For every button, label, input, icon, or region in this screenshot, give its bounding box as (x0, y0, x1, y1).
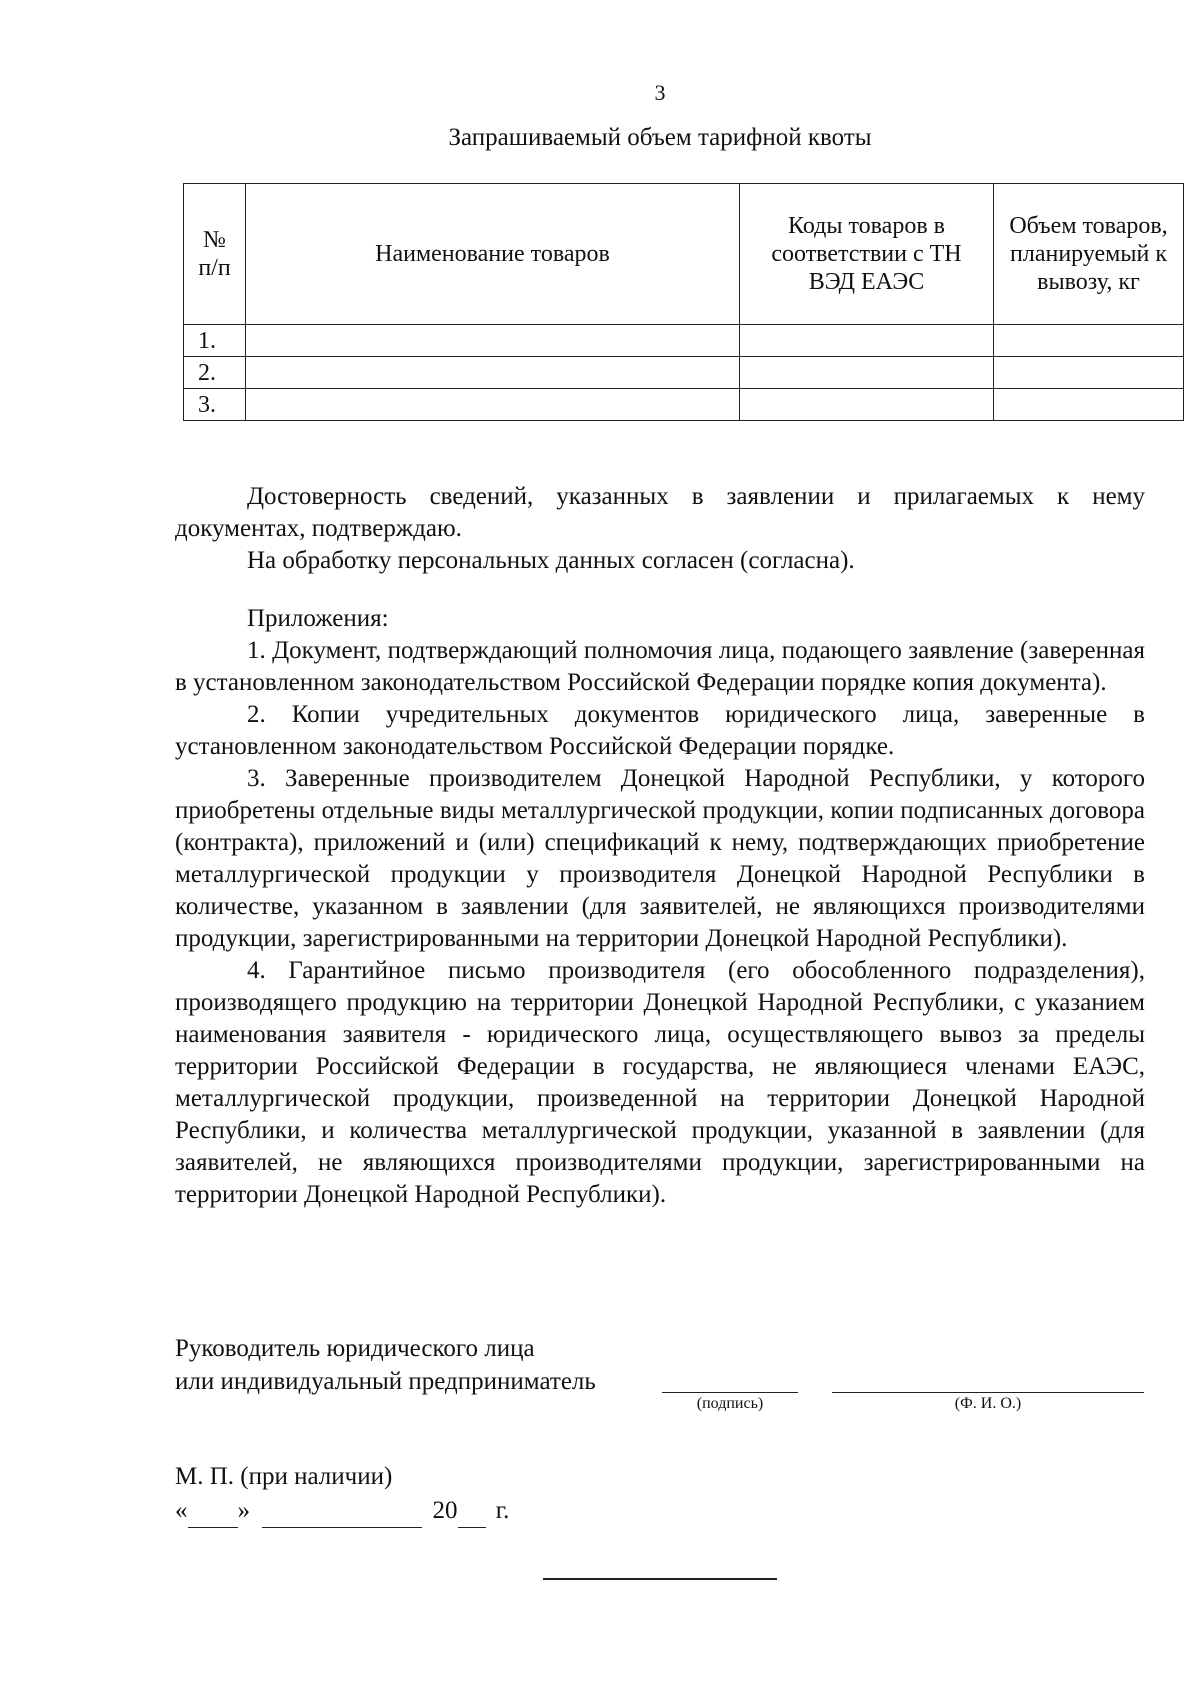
date-close-quote: » (237, 1497, 250, 1524)
declaration-consent: На обработку персональных данных согласен (согласна). (247, 547, 855, 574)
table-row (184, 325, 1184, 357)
row-number: 2. (184, 357, 246, 389)
date-line (175, 1494, 509, 1528)
signatory-title-line2: или индивидуальный предприниматель (175, 1368, 596, 1395)
attachment-item: 2. Копии учредительных документов юридического лица, заверенные в установленном законодательством Российской Федерации порядке. (175, 701, 1145, 760)
declaration-block (175, 481, 1145, 1211)
table-title: Запрашиваемый объем тарифной квоты (448, 124, 872, 151)
date-suffix: г. (495, 1497, 510, 1524)
header-goods-name: Наименование товаров (246, 184, 740, 325)
date-month-field[interactable] (262, 1494, 422, 1528)
date-open-quote: « (175, 1497, 188, 1524)
table-header-row (184, 184, 1184, 325)
date-year-prefix: 20 (432, 1497, 458, 1524)
header-volume: Объем товаров, планируемый к вывозу, кг (994, 184, 1184, 325)
bottom-divider (543, 1578, 777, 1580)
signature-line[interactable] (662, 1392, 798, 1393)
row-number: 1. (184, 325, 246, 357)
goods-code-cell[interactable] (740, 389, 994, 421)
date-day-field[interactable] (188, 1494, 238, 1528)
attachments-heading: Приложения: (247, 605, 389, 632)
signature-caption: (подпись) (696, 1395, 764, 1412)
seal-label: М. П. (при наличии) (175, 1463, 393, 1490)
volume-cell[interactable] (994, 325, 1184, 357)
full-name-caption: (Ф. И. О.) (954, 1395, 1022, 1412)
goods-name-cell[interactable] (246, 325, 740, 357)
date-year-field[interactable] (458, 1494, 486, 1528)
attachment-item: 1. Документ, подтверждающий полномочия лица, подающего заявление (заверенная в установленном законодательством Российской Федерации порядке копия документа). (175, 637, 1145, 696)
volume-cell[interactable] (994, 357, 1184, 389)
signatory-title (175, 1332, 596, 1398)
header-number: № п/п (184, 184, 246, 325)
table-row (184, 357, 1184, 389)
page-number: 3 (654, 80, 666, 105)
goods-code-cell[interactable] (740, 325, 994, 357)
quota-table (183, 183, 1184, 421)
goods-name-cell[interactable] (246, 389, 740, 421)
signatory-title-line1: Руководитель юридического лица (175, 1335, 535, 1362)
row-number: 3. (184, 389, 246, 421)
attachment-item: 3. Заверенные производителем Донецкой Народной Республики, у которого приобретены отдельные виды металлургической продукции, копии подписанных договора (контракта), приложений и (или) спецификаций к нему, подтверждающих приобретение металлургической продукции у производителя Донецкой Народной Республики в количестве, указанном в заявлении (для заявителей, не являющихся производителями продукции, зарегистрированными на территории Донецкой Народной Республики). (175, 765, 1145, 952)
full-name-line[interactable] (832, 1392, 1144, 1393)
table-row (184, 389, 1184, 421)
goods-code-cell[interactable] (740, 357, 994, 389)
declaration-accuracy: Достоверность сведений, указанных в заявлении и прилагаемых к нему документах, подтверждаю. (175, 483, 1145, 542)
volume-cell[interactable] (994, 389, 1184, 421)
attachment-item: 4. Гарантийное письмо производителя (его обособленного подразделения), производящего продукцию на территории Донецкой Народной Республики, с указанием наименования заявителя - юридического лица, осуществляющего вывоз за пределы территории Российской Федерации в государства, не являющиеся членами ЕАЭС, металлургической продукции, произведенной на территории Донецкой Народной Республики, и количества металлургической продукции, указанной в заявлении (для заявителей, не являющихся производителями продукции, зарегистрированными на территории Донецкой Народной Республики). (175, 957, 1145, 1208)
goods-name-cell[interactable] (246, 357, 740, 389)
header-goods-codes: Коды товаров в соответствии с ТН ВЭД ЕАЭС (740, 184, 994, 325)
